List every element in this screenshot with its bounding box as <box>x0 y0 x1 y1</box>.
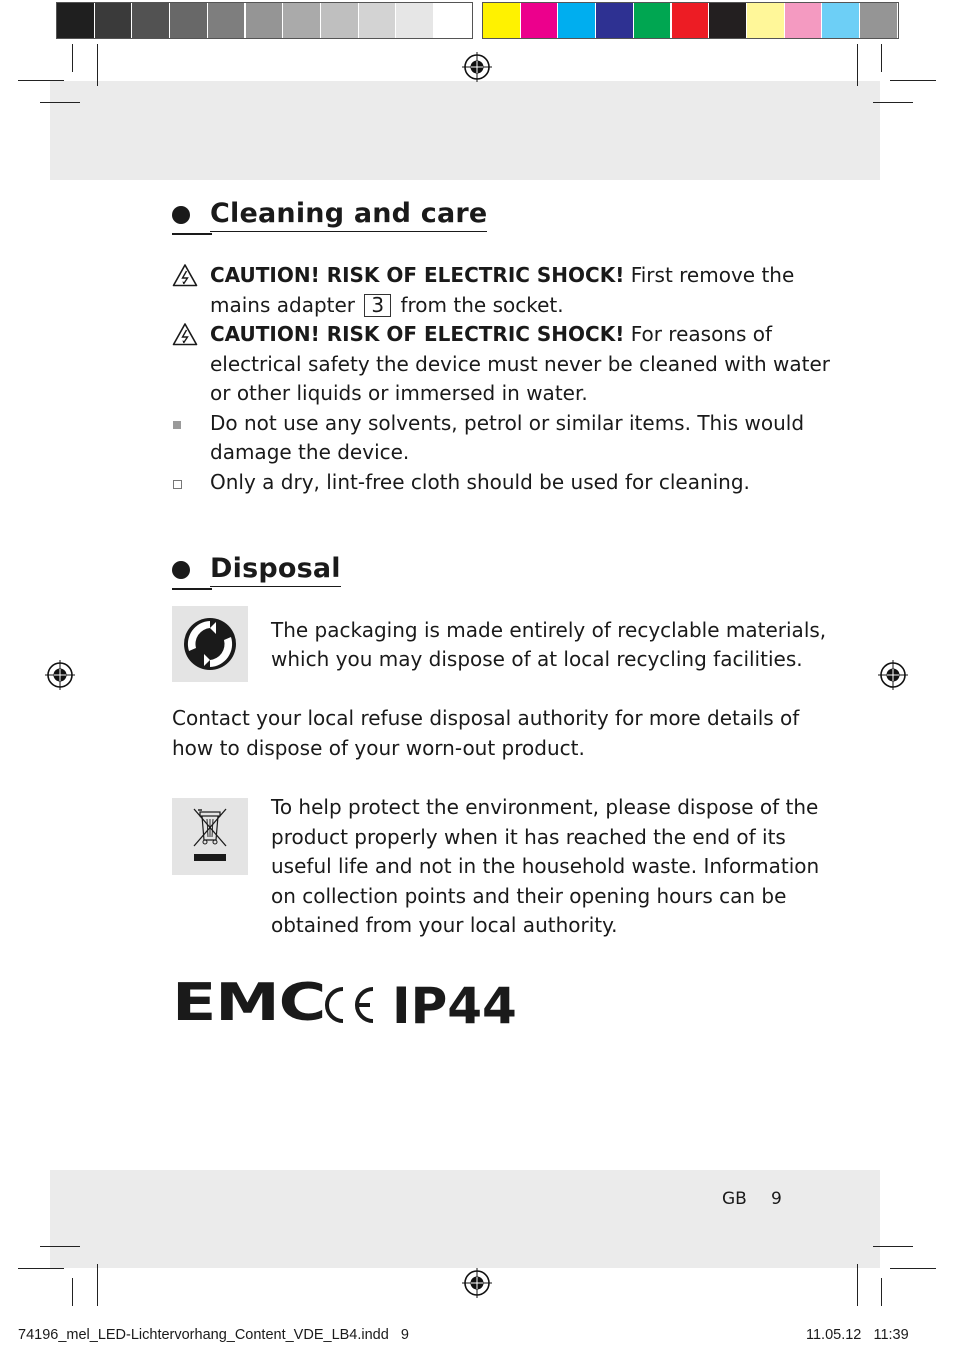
gray-swatch <box>396 3 433 38</box>
weee-line-4: on collection points and their opening hours can be <box>271 884 787 908</box>
heading-bullet-icon <box>172 206 190 224</box>
gray-swatch <box>434 3 471 38</box>
warning-2-line-3: or other liquids or immersed in water. <box>210 381 588 405</box>
warning-2-line-2: electrical safety the device must never be cleaned with water <box>210 352 830 376</box>
green-dot-recycle-icon <box>172 606 248 682</box>
page-number: 9 <box>771 1189 782 1209</box>
gray-swatch <box>359 3 396 38</box>
registration-mark-icon <box>462 1268 492 1298</box>
color-swatch <box>672 3 709 38</box>
color-swatch <box>483 3 520 38</box>
bullet-1-line-2: damage the device. <box>210 440 410 464</box>
slug-filename: 74196_mel_LED-Lichtervorhang_Content_VDE_LB4.indd 9 <box>18 1327 409 1343</box>
packaging-line-1: The packaging is made entirely of recyclable materials, <box>271 618 827 642</box>
cleaning-title: Cleaning and care <box>210 198 487 232</box>
registration-mark-icon <box>462 52 492 82</box>
contact-line-1: Contact your local refuse disposal authority for more details of <box>172 706 800 730</box>
packaging-line-2: which you may dispose of at local recycling facilities. <box>271 647 803 671</box>
emc-mark <box>172 973 326 1033</box>
gray-swatch <box>321 3 358 38</box>
color-swatch <box>785 3 822 38</box>
gray-swatch <box>132 3 169 38</box>
warning-triangle-icon <box>172 322 198 346</box>
color-swatch <box>634 3 671 38</box>
weee-line-1: To help protect the environment, please dispose of the <box>271 795 819 819</box>
bullet-1-line-1: Do not use any solvents, petrol or similar items. This would <box>210 411 805 435</box>
heading-bullet-icon <box>172 561 190 579</box>
crossed-bin-icon <box>172 798 248 875</box>
warning-1-line-1: CAUTION! RISK OF ELECTRIC SHOCK! First remove the <box>210 263 795 287</box>
slug-date: 11.05.12 11:39 <box>806 1327 909 1343</box>
header-band <box>50 81 880 180</box>
disposal-title: Disposal <box>210 553 341 587</box>
color-swatch <box>558 3 595 38</box>
registration-mark-icon <box>45 660 75 690</box>
footer-band <box>50 1170 880 1268</box>
weee-line-5: obtained from your local authority. <box>271 913 618 937</box>
language-code: GB <box>722 1189 747 1209</box>
gray-swatch <box>208 3 245 38</box>
recycle-icon-box <box>172 606 248 682</box>
emc-label: EMC <box>172 973 326 1033</box>
weee-line-3: useful life and not in the household waste. Information <box>271 854 820 878</box>
warning-triangle-icon <box>172 263 198 287</box>
ip-rating: IP44 <box>392 977 517 1035</box>
warning-2-line-1: CAUTION! RISK OF ELECTRIC SHOCK! For reasons of <box>210 322 773 346</box>
contact-line-2: how to dispose of your worn-out product. <box>172 736 585 760</box>
weee-icon-box <box>172 798 248 875</box>
gray-swatch <box>57 3 94 38</box>
bullet-empty-square-icon <box>173 480 182 489</box>
part-reference-badge: 3 <box>364 294 391 317</box>
heading-underline <box>172 588 212 590</box>
bullet-square-icon <box>173 421 181 429</box>
color-swatch <box>709 3 746 38</box>
disposal-heading <box>172 553 341 587</box>
registration-mark-icon <box>878 660 908 690</box>
cleaning-heading <box>172 198 487 232</box>
bullet-2-line: Only a dry, lint-free cloth should be used for cleaning. <box>210 470 750 494</box>
gray-swatch <box>95 3 132 38</box>
warning-1-line-2: mains adapter 3 from the socket. <box>210 293 564 317</box>
ce-mark-icon <box>318 986 378 1024</box>
heading-underline <box>172 233 212 235</box>
color-swatch <box>822 3 859 38</box>
color-swatch <box>747 3 784 38</box>
gray-swatch <box>246 3 283 38</box>
gray-swatch <box>283 3 320 38</box>
color-swatch <box>860 3 897 38</box>
gray-swatch <box>170 3 207 38</box>
weee-line-2: product properly when it has reached the end of its <box>271 825 786 849</box>
color-swatch <box>521 3 558 38</box>
color-swatch <box>596 3 633 38</box>
